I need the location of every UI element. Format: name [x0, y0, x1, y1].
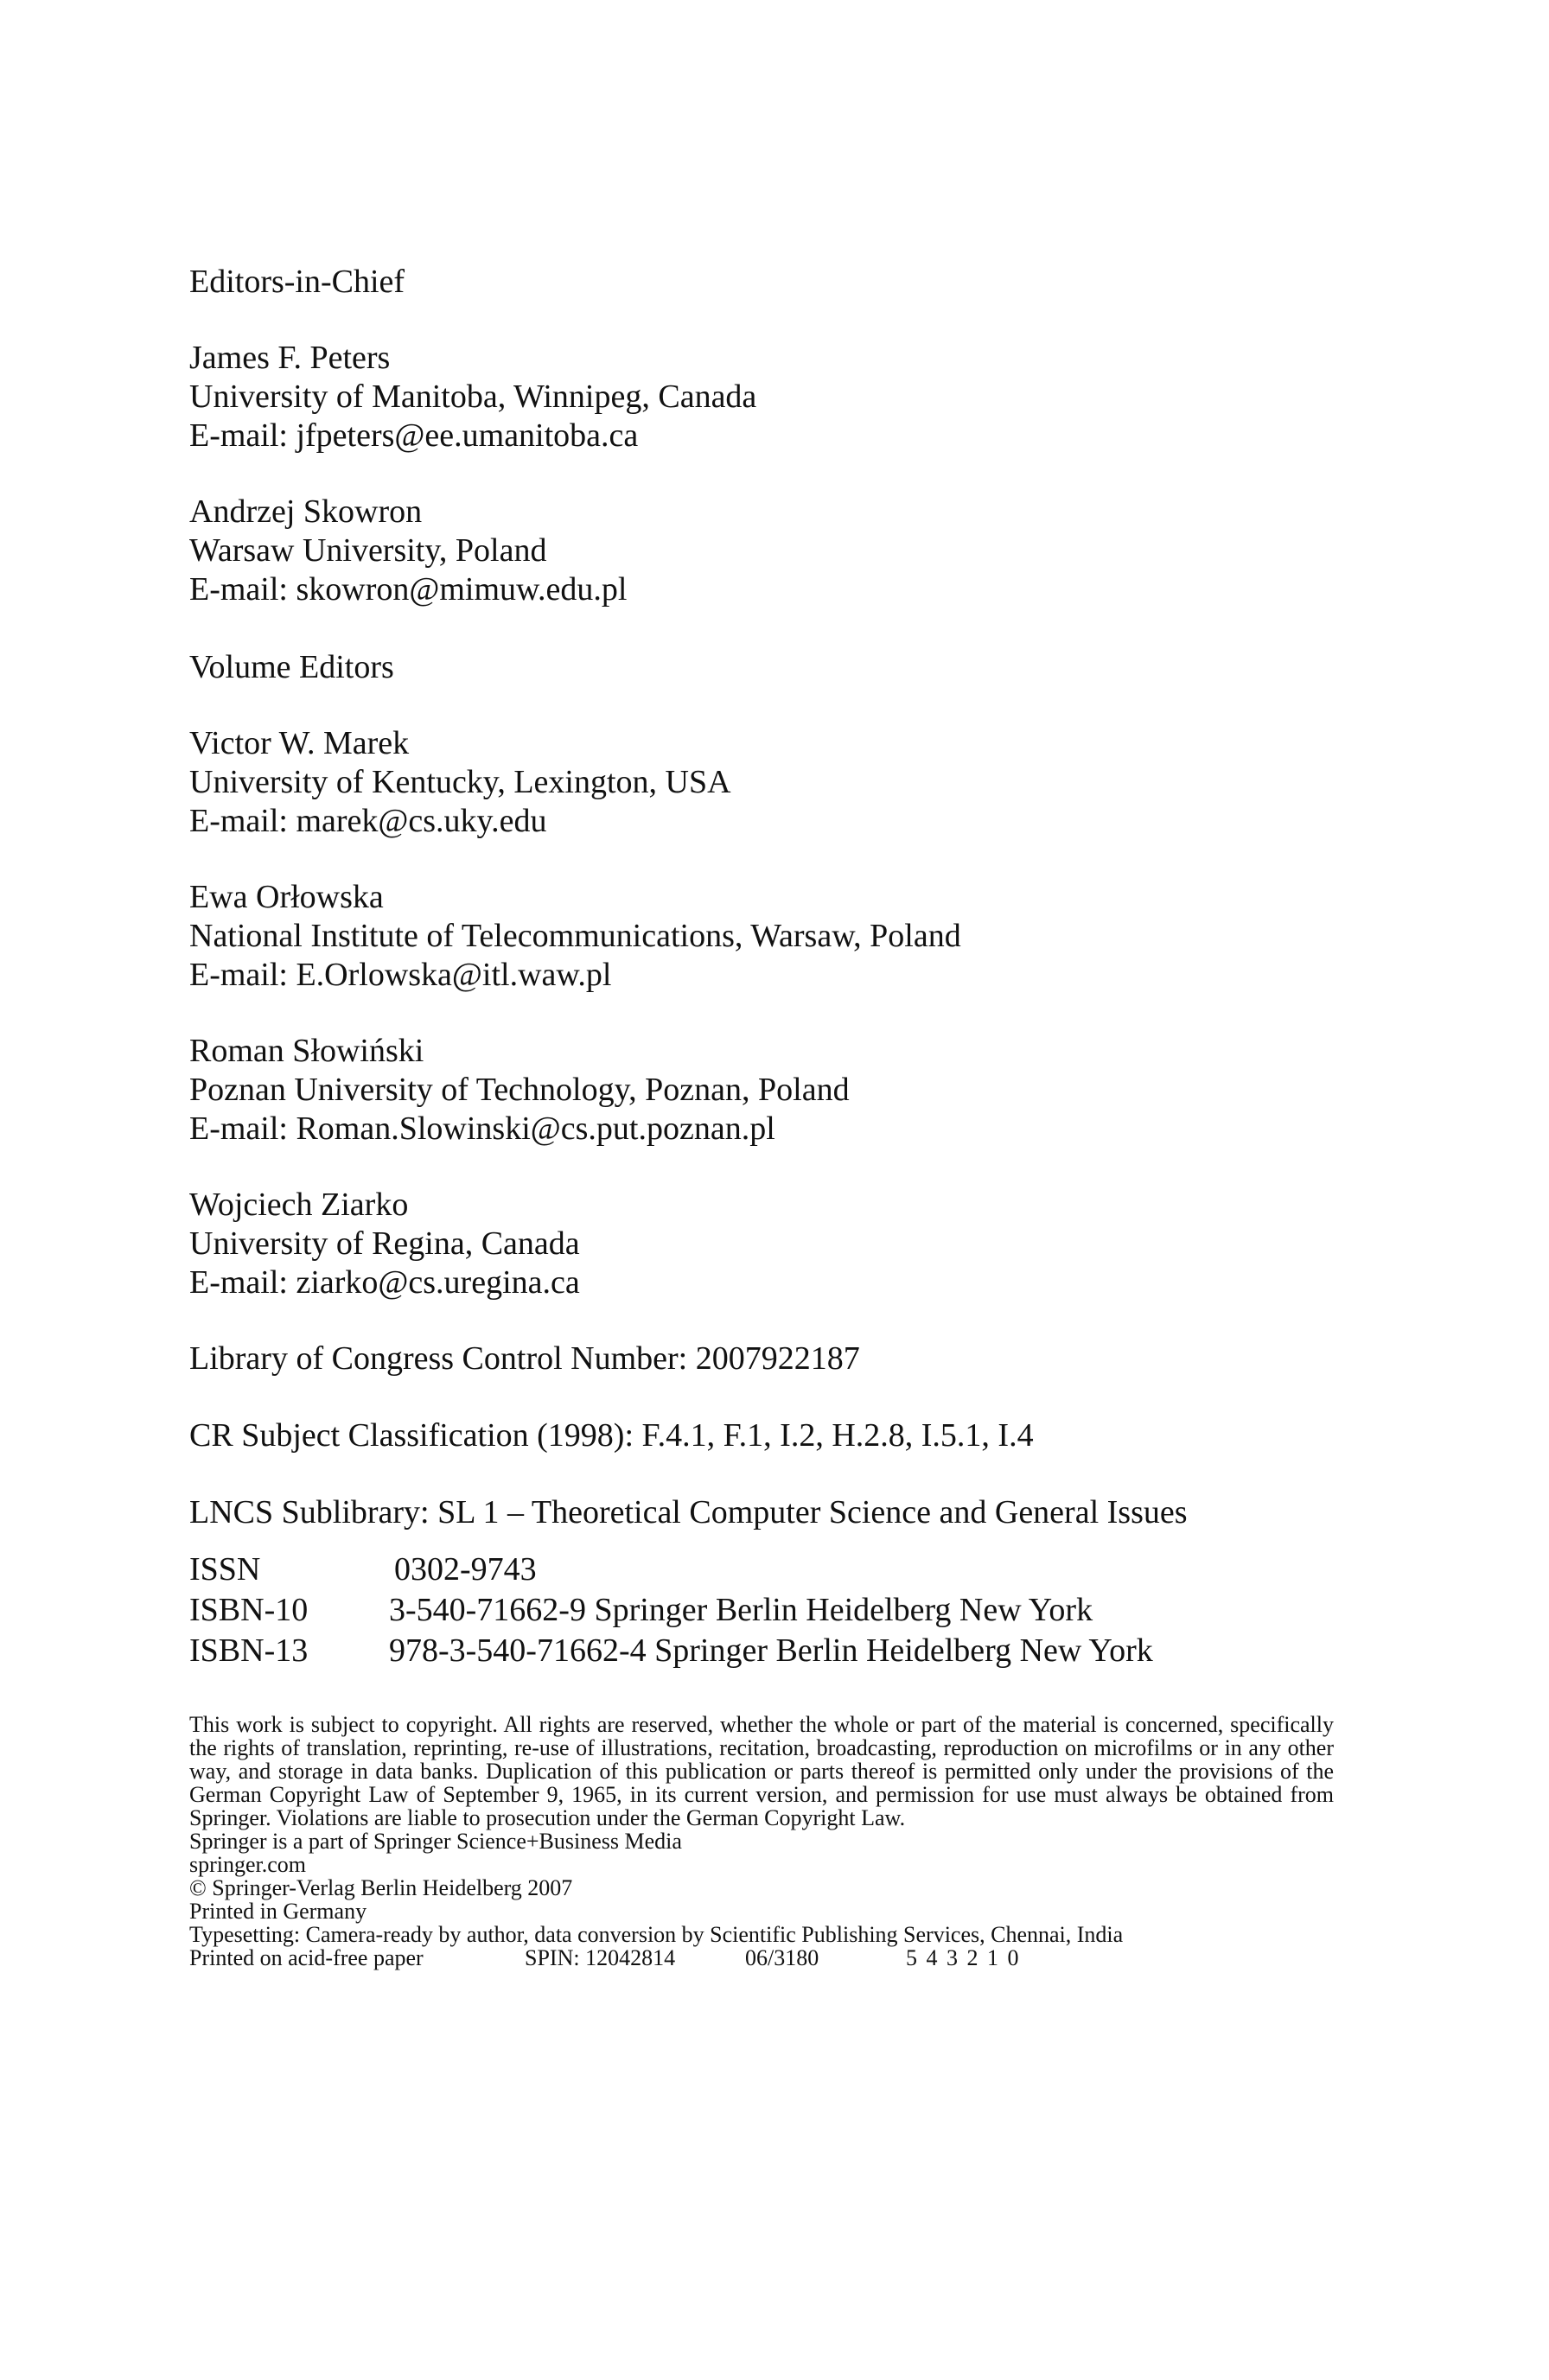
volume-editor-affiliation: Poznan University of Technology, Poznan, Poland — [189, 1072, 850, 1108]
identifier-label: ISBN-10 — [189, 1592, 309, 1628]
identifier-value: 978-3-540-71662-4 Springer Berlin Heidelberg New York — [389, 1632, 1153, 1669]
volume-editor-affiliation: University of Kentucky, Lexington, USA — [189, 764, 731, 800]
volume-editor-email: E-mail: Roman.Slowinski@cs.put.poznan.pl — [189, 1110, 775, 1147]
identifier-row — [189, 1550, 1348, 1590]
copyright-line: © Springer-Verlag Berlin Heidelberg 2007 — [189, 1875, 573, 1900]
volume-editors-heading: Volume Editors — [189, 649, 394, 685]
springer-part-notice: Springer is a part of Springer Science+Business Media — [189, 1829, 682, 1854]
lccn: Library of Congress Control Number: 2007922187 — [189, 1340, 860, 1377]
editor-affiliation: Warsaw University, Poland — [189, 532, 547, 569]
editor-entry — [189, 493, 1348, 609]
volume-editor-entry — [189, 878, 1348, 995]
print-run: 5 4 3 2 1 0 — [906, 1945, 1021, 1970]
typesetting-note: Typesetting: Camera-ready by author, data conversion by Scientific Publishing Services, Chennai, India — [189, 1922, 1124, 1947]
printing-details — [189, 1946, 1348, 1970]
legal-notice — [189, 1713, 1334, 1946]
volume-editor-affiliation: University of Regina, Canada — [189, 1225, 580, 1262]
volume-editor-entry — [189, 724, 1348, 841]
identifier-row — [189, 1631, 1348, 1671]
editor-entry — [189, 339, 1348, 455]
volume-editor-email: E-mail: ziarko@cs.uregina.ca — [189, 1264, 580, 1301]
cr-subject-classification: CR Subject Classification (1998): F.4.1, F.1, I.2, H.2.8, I.5.1, I.4 — [189, 1417, 1034, 1454]
identifier-value: 0302-9743 — [394, 1551, 537, 1588]
identifier-label: ISBN-13 — [189, 1632, 309, 1669]
editors-in-chief-heading: Editors-in-Chief — [189, 264, 405, 300]
editor-affiliation: University of Manitoba, Winnipeg, Canada — [189, 379, 757, 415]
editor-email: E-mail: jfpeters@ee.umanitoba.ca — [189, 417, 639, 454]
volume-editor-entry — [189, 1186, 1348, 1302]
printed-in: Printed in Germany — [189, 1899, 367, 1924]
copyright-notice: This work is subject to copyright. All rights are reserved, whether the whole or part of the material is concerned, specifically the rights of translation, reprinting, re-use of illustrations, recitation, broadcasting, reproduction on microfilms or in any other way, and storage in data banks. Duplication of this publication or parts thereof is permitted only under the provisions of the German Copyright Law of September 9, 1965, in its current version, and permission for use must always be obtained from Springer. Violations are liable to prosecution under the German Copyright Law. — [189, 1712, 1334, 1830]
volume-editor-email: E-mail: marek@cs.uky.edu — [189, 803, 547, 839]
volume-editor-name: Roman Słowiński — [189, 1033, 424, 1069]
print-code: 06/3180 — [745, 1945, 819, 1970]
volume-editor-affiliation: National Institute of Telecommunications, Warsaw, Poland — [189, 918, 961, 954]
identifier-label: ISSN — [189, 1551, 261, 1588]
paper-note: Printed on acid-free paper — [189, 1945, 424, 1970]
volume-editor-name: Ewa Orłowska — [189, 879, 384, 915]
identifier-row — [189, 1590, 1348, 1631]
editor-name: Andrzej Skowron — [189, 493, 423, 530]
volume-editor-entry — [189, 1032, 1348, 1149]
website: springer.com — [189, 1852, 307, 1877]
identifier-table — [189, 1550, 1348, 1671]
identifier-value: 3-540-71662-9 Springer Berlin Heidelberg New York — [389, 1592, 1093, 1628]
volume-editor-email: E-mail: E.Orlowska@itl.waw.pl — [189, 957, 612, 993]
copyright-page — [189, 263, 1348, 1970]
spin-number: SPIN: 12042814 — [525, 1945, 676, 1970]
lncs-sublibrary: LNCS Sublibrary: SL 1 – Theoretical Computer Science and General Issues — [189, 1494, 1188, 1530]
volume-editor-name: Wojciech Ziarko — [189, 1187, 409, 1223]
volume-editor-name: Victor W. Marek — [189, 725, 410, 761]
editor-email: E-mail: skowron@mimuw.edu.pl — [189, 571, 628, 608]
editor-name: James F. Peters — [189, 340, 391, 376]
